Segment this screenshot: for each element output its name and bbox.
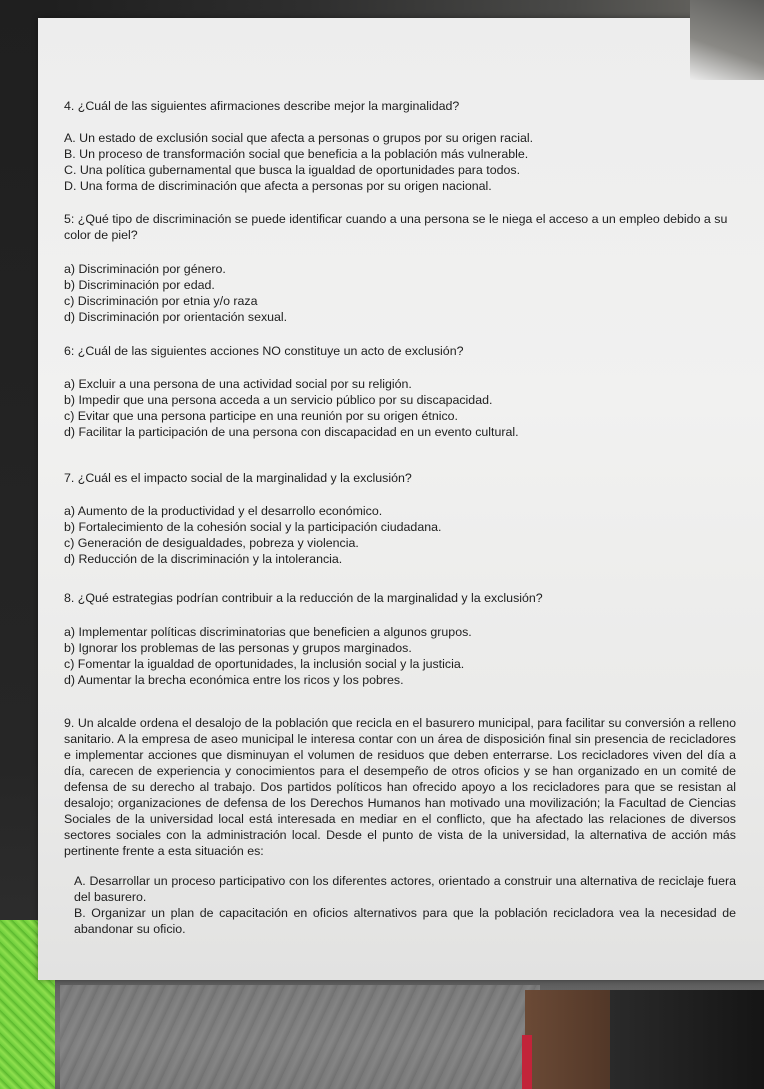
answer-option: b) Discriminación por edad. xyxy=(64,278,215,292)
answer-option: c) Evitar que una persona participe en una reunión por su origen étnico. xyxy=(64,409,458,423)
answer-option: d) Reducción de la discriminación y la intolerancia. xyxy=(64,552,343,566)
answer-option: B. Un proceso de transformación social que beneficia a la población más vulnerable. xyxy=(64,147,529,161)
answer-option: C. Una política gubernamental que busca la igualdad de oportunidades para todos. xyxy=(64,163,521,177)
answer-option: b) Ignorar los problemas de las personas y grupos marginados. xyxy=(64,641,412,655)
question-stem: 5: ¿Qué tipo de discriminación se puede identificar cuando a una persona se le niega el acceso a un empleo debido a su color de piel? xyxy=(64,212,728,242)
wood-surface xyxy=(525,990,620,1089)
answer-option: A. Desarrollar un proceso participativo con los diferentes actores, orientado a construir una alternativa de reciclaje fuera del basurero. xyxy=(74,874,736,904)
answer-option: d) Facilitar la participación de una persona con discapacidad en un evento cultural. xyxy=(64,425,519,439)
question-8 xyxy=(64,590,744,688)
red-object xyxy=(522,1035,532,1089)
answer-option: a) Discriminación por género. xyxy=(64,262,226,276)
answer-option: c) Discriminación por etnia y/o raza xyxy=(64,294,258,308)
question-stem: 6: ¿Cuál de las siguientes acciones NO constituye un acto de exclusión? xyxy=(64,344,464,358)
answer-option: a) Excluir a una persona de una actividad social por su religión. xyxy=(64,377,412,391)
answer-option: D. Una forma de discriminación que afecta a personas por su origen nacional. xyxy=(64,179,492,193)
answer-option: b) Fortalecimiento de la cohesión social y la participación ciudadana. xyxy=(64,520,442,534)
answer-option: c) Fomentar la igualdad de oportunidades, la inclusión social y la justicia. xyxy=(64,657,465,671)
answer-option: B. Organizar un plan de capacitación en oficios alternativos para que la población recicladora vea la necesidad de abandonar su oficio. xyxy=(74,906,736,936)
answer-option: a) Aumento de la productividad y el desarrollo económico. xyxy=(64,504,383,518)
answer-option: d) Discriminación por orientación sexual. xyxy=(64,310,288,324)
question-stem: 8. ¿Qué estrategias podrían contribuir a la reducción de la marginalidad y la exclusión? xyxy=(64,591,543,605)
dark-object xyxy=(610,990,764,1089)
question-stem: 9. Un alcalde ordena el desalojo de la población que recicla en el basurero municipal, para facilitar su conversión a relleno sanitario. A la empresa de aseo municipal le interesa contar con un área de disposición final sin presencia de recicladores e implementar acciones que disminuyan el volumen de residuos que deben enterrarse. Los recicladores viven del día a día, carecen de experiencia y conocimientos para el desempeño de otros oficios y se han organizado en un comité de defensa de su derecho al trabajo. Dos partidos políticos han ofrecido apoyo a los recicladores para que se resistan al desalojo; organizaciones de defensa de los Derechos Humanos han motivado una movilización; la Facultad de Ciencias Sociales de la universidad local está interesada en mediar en el conflicto, que ha afectado las relaciones de diversos sectores sociales con la administración local. Desde el punto de vista de la universidad, la alternativa de acción más pertinente frente a esta situación es: xyxy=(64,716,736,858)
question-stem: 4. ¿Cuál de las siguientes afirmaciones describe mejor la marginalidad? xyxy=(64,99,460,113)
question-4 xyxy=(64,98,744,194)
question-6 xyxy=(64,343,744,440)
fabric-background xyxy=(60,985,540,1089)
answer-option: b) Impedir que una persona acceda a un servicio público por su discapacidad. xyxy=(64,393,493,407)
answer-option: c) Generación de desigualdades, pobreza y violencia. xyxy=(64,536,359,550)
answer-option: a) Implementar políticas discriminatorias que beneficien a algunos grupos. xyxy=(64,625,472,639)
paper-corner-fold xyxy=(690,0,764,80)
question-5 xyxy=(64,211,734,325)
question-9 xyxy=(64,715,736,937)
answer-option: A. Un estado de exclusión social que afecta a personas o grupos por su origen racial. xyxy=(64,131,534,145)
answer-option: d) Aumentar la brecha económica entre los ricos y los pobres. xyxy=(64,673,404,687)
question-stem: 7. ¿Cuál es el impacto social de la marginalidad y la exclusión? xyxy=(64,471,412,485)
question-7 xyxy=(64,470,744,567)
